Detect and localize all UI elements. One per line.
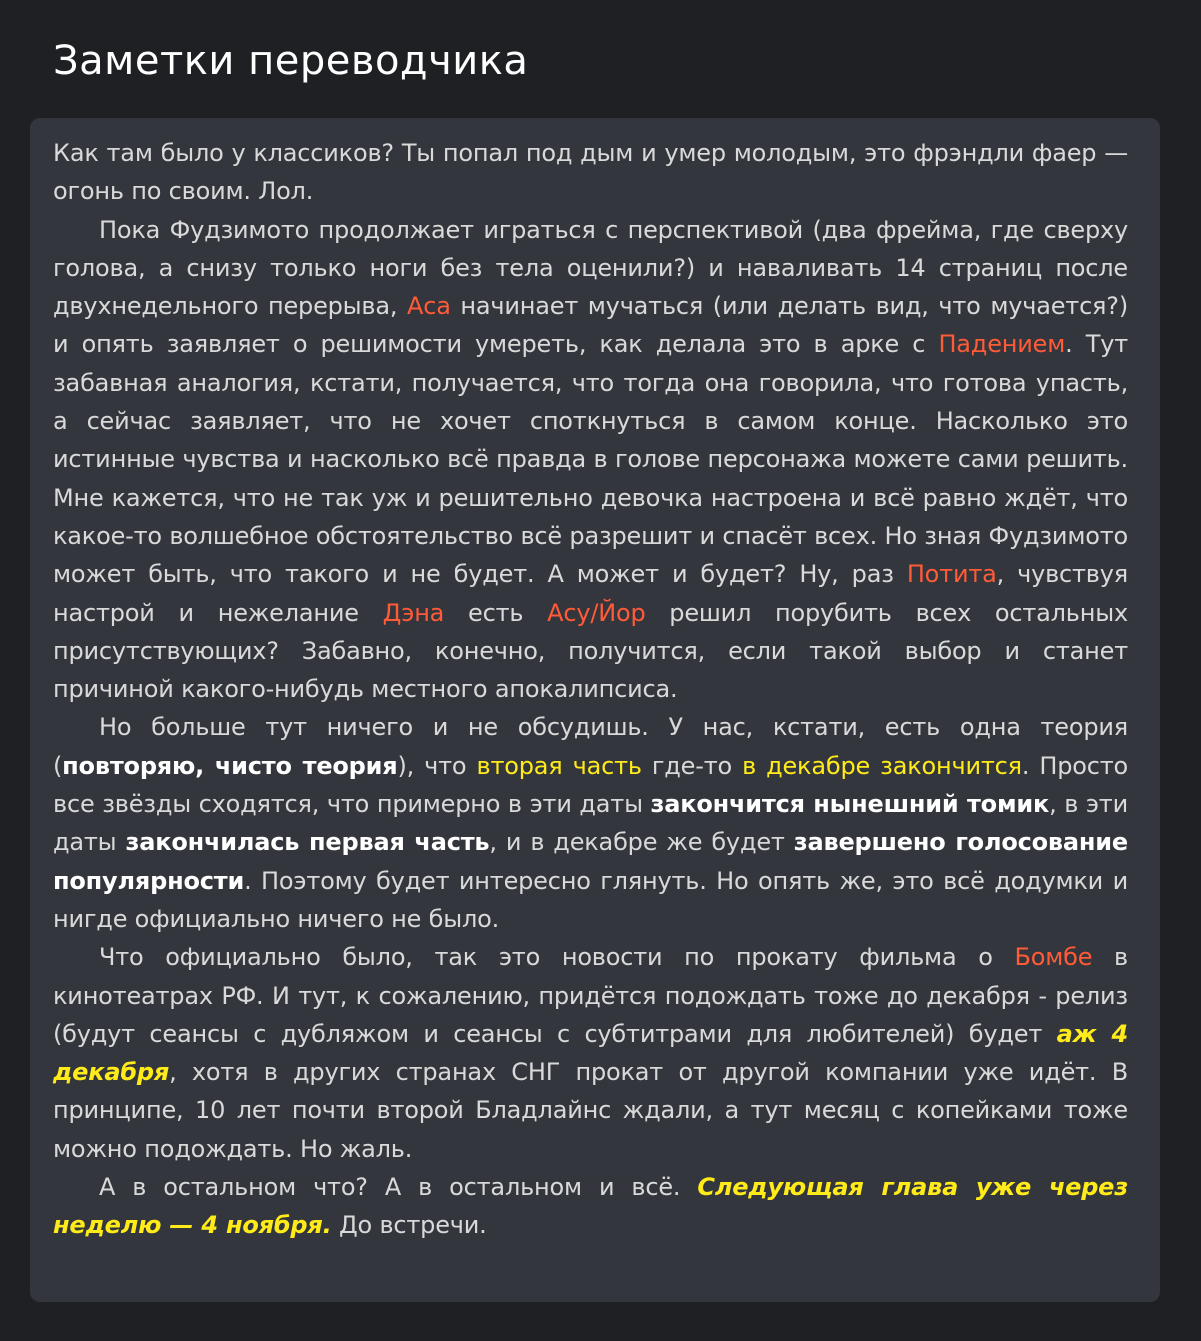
text-segment: . Тут забавная аналогия, кстати, получается, что тогда она говорила, что готова упасть, а сейчас заявляет, что не хочет споткнуться в самом конце. Насколько это истинные чувства и насколько всё правда в голове персонажа можете сами решить. Мне кажется, что не так уж и решительно девочка настроена и всё равно ждёт, что какое-то волшебное обстоятельство всё разрешит и спасёт всех. Но зная Фудзимото может быть, что такого и не будет. А может и будет? Ну, раз bbox=[53, 330, 1128, 589]
highlighted-text: в декабре закончится bbox=[742, 751, 1022, 780]
text-segment: есть bbox=[444, 598, 548, 627]
highlighted-text: Асу/Йор bbox=[547, 598, 646, 627]
highlighted-text: завершено голосование популярности bbox=[53, 828, 1128, 895]
highlighted-text: Следующая глава уже через неделю — 4 ноября. bbox=[53, 1173, 1128, 1240]
page-title: Заметки переводчика bbox=[53, 38, 529, 84]
text-segment: , чувствуя настрой и нежелание bbox=[53, 560, 1128, 627]
highlighted-text: вторая часть bbox=[476, 751, 642, 780]
highlighted-text: Дэна bbox=[382, 598, 445, 627]
text-segment: Пока Фудзимото продолжает играться с перспективой (два фрейма, где сверху голова, а снизу только ноги без тела оценили?) и наваливать 14 страниц после двухнедельного перерыва, bbox=[53, 215, 1128, 321]
text-segment: где-то bbox=[641, 751, 743, 780]
text-segment: ), что bbox=[397, 751, 477, 780]
text-segment: начинает мучаться (или делать вид, что мучается?) и опять заявляет о решимости умереть, как делала это в арке с bbox=[53, 292, 1128, 359]
text-segment: А в остальном что? А в остальном и всё. bbox=[99, 1173, 698, 1202]
note-paragraph bbox=[53, 938, 1128, 1168]
text-segment: решил порубить всех остальных присутствующих? Забавно, конечно, получится, если такой выбор и станет причиной какого-нибудь местного апокалипсиса. bbox=[53, 598, 1128, 704]
text-segment: Как там было у классиков? Ты попал под дым и умер молодым, это фрэндли фаер — огонь по своим. Лол. bbox=[53, 139, 1128, 206]
note-paragraph bbox=[53, 211, 1128, 709]
highlighted-text: Падением bbox=[938, 330, 1066, 359]
text-segment: , хотя в других странах СНГ прокат от другой компании уже идёт. В принципе, 10 лет почти второй Бладлайнс ждали, а тут месяц с копейками тоже можно подождать. Но жаль. bbox=[53, 1058, 1128, 1163]
highlighted-text: закончилась первая часть bbox=[125, 828, 490, 857]
text-segment: , в эти даты bbox=[53, 790, 1128, 857]
text-segment: До встречи. bbox=[331, 1211, 487, 1240]
translator-notes-card bbox=[30, 118, 1160, 1302]
note-paragraph bbox=[53, 708, 1128, 938]
note-paragraph bbox=[53, 1168, 1128, 1245]
highlighted-text: аж 4 декабря bbox=[53, 1019, 1128, 1087]
text-segment: , и в декабре же будет bbox=[489, 828, 794, 857]
text-segment: Что официально было, так это новости по прокату фильма о bbox=[99, 943, 1015, 972]
text-segment: . Поэтому будет интересно глянуть. Но опять же, это всё додумки и нигде официально ничего не было. bbox=[53, 866, 1128, 933]
highlighted-text: Потита bbox=[906, 560, 997, 589]
note-paragraph bbox=[53, 134, 1128, 211]
highlighted-text: повторяю, чисто теория bbox=[62, 751, 398, 780]
highlighted-text: Бомбе bbox=[1014, 943, 1093, 972]
text-segment: . Просто все звёзды сходятся, что примерно в эти даты bbox=[53, 751, 1129, 819]
highlighted-text: закончится нынешний томик bbox=[650, 790, 1050, 819]
text-segment: в кинотеатрах РФ. И тут, к сожалению, придётся подождать тоже до декабря - релиз (будут сеансы с дубляжом и сеансы с субтитрами для любителей) будет bbox=[53, 943, 1128, 1048]
highlighted-text: Аса bbox=[406, 292, 451, 321]
text-segment: Но больше тут ничего и не обсудишь. У нас, кстати, есть одна теория ( bbox=[53, 713, 1128, 780]
